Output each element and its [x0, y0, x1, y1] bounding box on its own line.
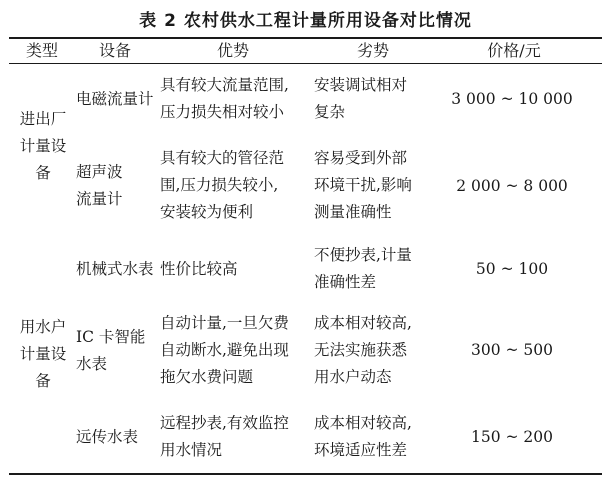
table-cell-pros: 远程抄表,有效监控 用水情况	[160, 414, 289, 459]
header-pros: 优势	[216, 41, 249, 60]
table-cell-device: 电磁流量计	[76, 90, 154, 108]
table-cell-device: 远传水表	[76, 428, 139, 446]
header-cons: 劣势	[356, 41, 389, 60]
group-type-label: 用水户 计量设 备	[19, 318, 67, 390]
header-device: 设备	[98, 41, 131, 60]
table-cell-cons: 安装调试相对 复杂	[314, 76, 408, 121]
bottom-rule	[9, 473, 602, 475]
table-cell-pros: 具有较大流量范围, 压力损失相对较小	[160, 76, 289, 121]
table-cell-price: 2 000 ~ 8 000	[456, 177, 568, 195]
table-cell-pros: 性价比较高	[160, 260, 238, 278]
table-cell-price: 50 ~ 100	[475, 260, 549, 278]
header-rule	[9, 63, 602, 64]
table-cell-cons: 容易受到外部 环境干扰,影响 测量准确性	[314, 149, 412, 221]
table-cell-device: IC 卡智能 水表	[76, 328, 146, 373]
table-cell-device: 机械式水表	[76, 260, 154, 278]
table-cell-price: 3 000 ~ 10 000	[451, 90, 573, 108]
table-cell-cons: 不便抄表,计量 准确性差	[314, 246, 412, 291]
table-cell-pros: 具有较大的管径范 围,压力损失较小, 安装较为便利	[160, 149, 285, 221]
table-cell-price: 300 ~ 500	[470, 341, 553, 359]
group-type-label: 进出厂 计量设 备	[19, 110, 67, 182]
table-cell-pros: 自动计量,一旦欠费 自动断水,避免出现 拖欠水费问题	[160, 314, 289, 386]
table-title: 表 2 农村供水工程计量所用设备对比情况	[139, 11, 472, 31]
table-cell-cons: 成本相对较高, 环境适应性差	[314, 414, 412, 459]
header-price: 价格/元	[487, 41, 541, 60]
header-type: 类型	[25, 41, 58, 60]
table-cell-device: 超声波 流量计	[76, 163, 123, 208]
table-cell-price: 150 ~ 200	[470, 428, 553, 446]
table-cell-cons: 成本相对较高, 无法实施获悉 用水户动态	[314, 314, 412, 386]
